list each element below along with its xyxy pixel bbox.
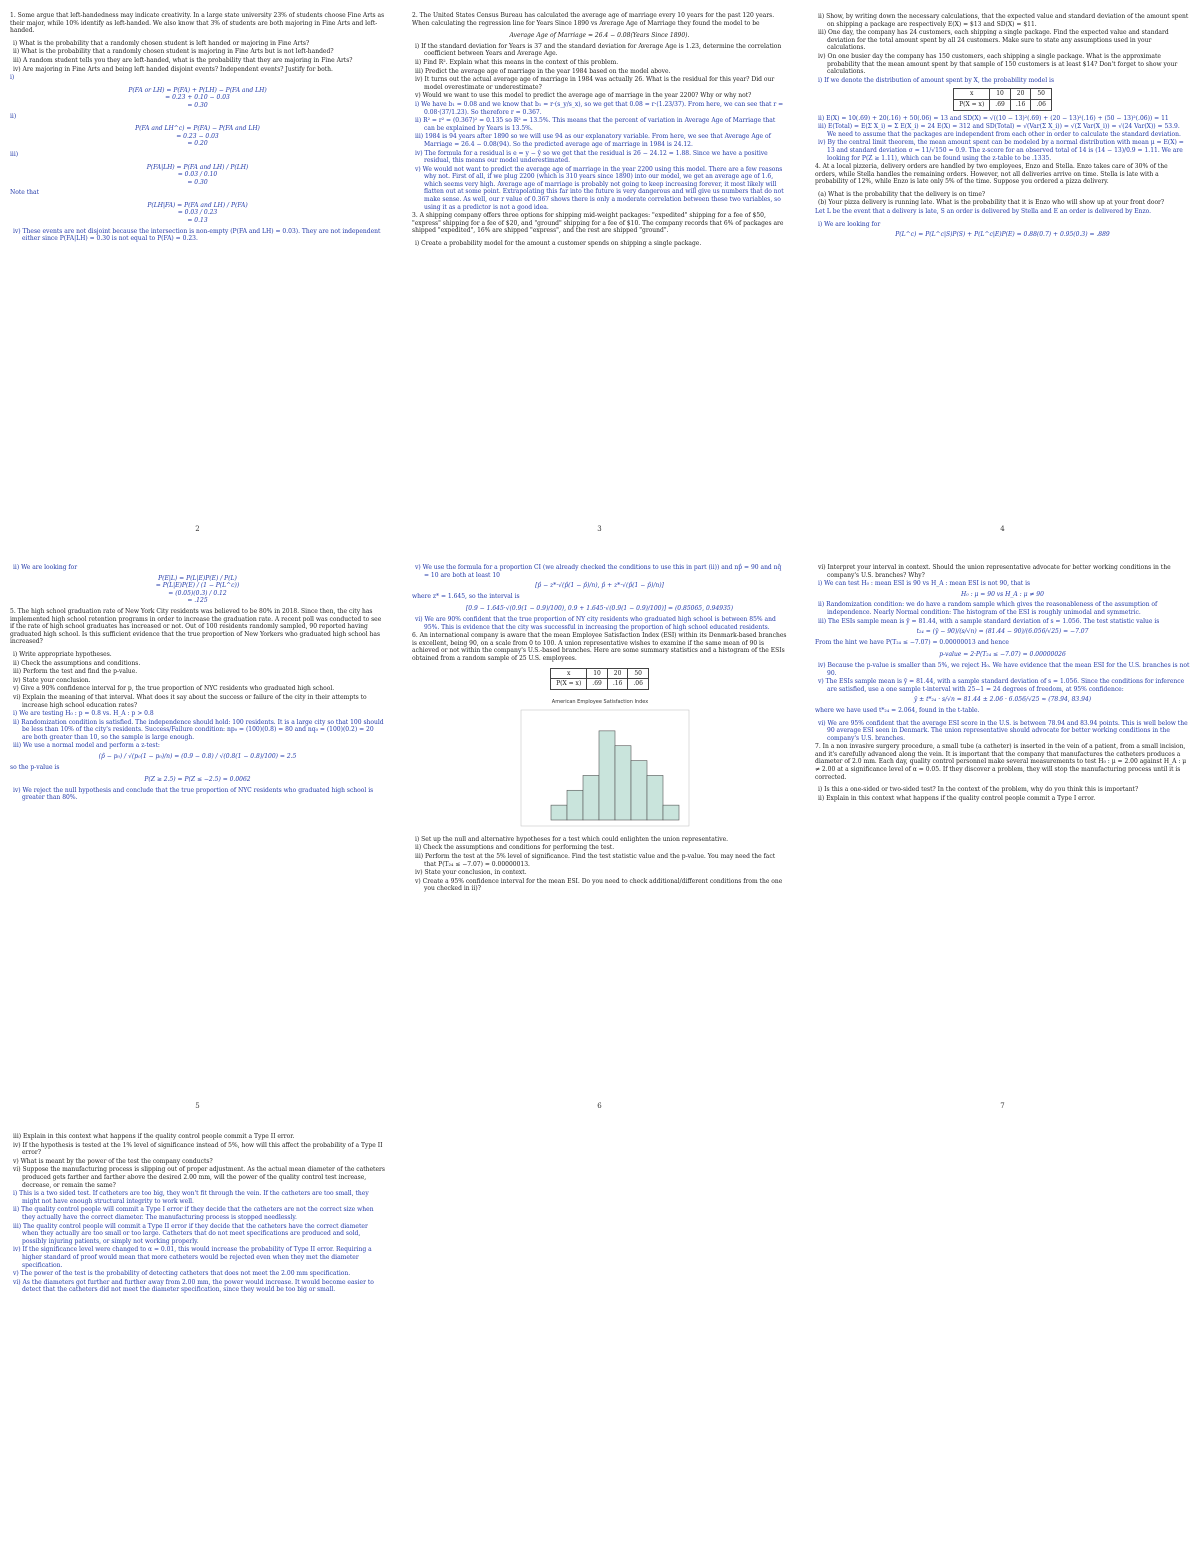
table-cell: P(X = x) <box>954 99 990 110</box>
histogram-bar <box>551 805 567 820</box>
list-item: ii) E(X) = 10(.69) + 20(.16) + 50(.06) = 13 and SD(X) = √((10 − 13)²(.69) + (20 − 13)²(.16) + (50 − 13)²(.06)) = 11 <box>818 114 1169 122</box>
table-cell: x <box>551 668 587 679</box>
list-item: vi) We are 90% confident that the true proportion of NY city residents who graduated high school is between 85% and 95%. This is evidence that the city was successful in increasing the proportion of high school educated residents. <box>415 615 776 631</box>
list-item: iii) The quality control people will commit a Type II error if they decide that the catheters have the correct diameter when they actually are too small or too large. Catheters that do not meet specifications are produced and sold, possibly injuring patients, or simply not working properly. <box>13 1222 368 1245</box>
page-content <box>815 564 1190 802</box>
list-item: iii) We use a normal model and perform a z-test: <box>13 742 160 750</box>
list-item: ii) We are looking for <box>13 564 78 571</box>
page-5 <box>10 563 385 803</box>
list-item: vi) Suppose the manufacturing process is slipping out of proper adjustment. As the actual mean diameter of the catheters produced gets farther and farther above the desired 2.00 mm, will the power of the quality control test increase, decrease, or remain the same? <box>13 1166 385 1189</box>
table-cell: x <box>954 89 990 100</box>
list-item: (a) What is the probability that the delivery is on time? <box>818 190 986 198</box>
histogram-bar <box>567 790 583 820</box>
table-cell: 50 <box>1031 89 1052 100</box>
equation: P(LH|FA) = P(FA and LH) / P(FA) = 0.03 / 0.23 = 0.13 <box>147 201 248 225</box>
list-item: i) We can test H₀ : mean ESI is 90 vs H_A : mean ESI is not 90, that is <box>818 580 1031 588</box>
paragraph: 3. A shipping company offers three options for shipping mid-weight packages: "expedited" shipping for a fee of $50, "express" shipping for a fee of $20, and "ground" shipping for a fee of $10. The company records that 6% of packages are shipped "expedited", 16% are shipped "express", and the rest are shipped "ground". <box>412 212 784 235</box>
page-number: 6 <box>597 1102 602 1110</box>
equation: P(FA and LH^c) = P(FA) − P(FA and LH) = 0.23 − 0.03 = 0.20 <box>135 125 260 148</box>
paragraph: ii) <box>10 112 17 120</box>
equation: (p̂ − p₀) / √(p₀(1 − p₀)/n) = (0.9 − 0.8) / √(0.8(1 − 0.8)/100) = 2.5 <box>98 753 297 761</box>
list-item: i) Set up the null and alternative hypotheses for a test which could enlighten the union representative. <box>415 835 729 843</box>
probability-model-table <box>953 88 1052 110</box>
paragraph: where z* = 1.645, so the interval is <box>412 592 520 600</box>
paragraph: From the hint we have P(T₂₄ ≤ −7.07) = 0.00000013 and hence <box>815 638 1009 646</box>
list-item: ii) Explain in this context what happens if the quality control people commit a Type I error. <box>818 794 1096 802</box>
table-cell: .69 <box>587 679 608 690</box>
list-item: iv) If the significance level were changed to α = 0.01, this would increase the probability of Type II error. Requiring a higher standard of proof would mean that more catheters would be rejected even when they met the diameter specification. <box>13 1246 372 1269</box>
paragraph: 4. At a local pizzeria, delivery orders are handled by two employees, Enzo and Stella. Enzo takes care of 30% of the orders, while Stella handles the remaining orders. However, not all deliveries arrive on time. Stella is late with a probability of 12%, while Enzo is late only 5% of the time. Suppose you ordered a pizza delivery. <box>815 163 1168 186</box>
page-content <box>10 12 385 243</box>
page-content <box>815 13 1190 239</box>
list-item: i) Is this a one-sided or two-sided test? In the context of the problem, why do you think this is important? <box>818 786 1139 794</box>
page-8 <box>10 1132 385 1295</box>
table-row <box>954 99 1052 110</box>
list-item: ii) Randomization condition: we do have a random sample which gives the reasonableness of the assumption of independence. Nearly Normal condition: The histogram of the ESI is roughly unimodal and symmetric. <box>818 601 1158 616</box>
list-item: v) Create a 95% confidence interval for the mean ESI. Do you need to check additional/different conditions from the one you checked in ii)? <box>415 877 783 893</box>
list-item: v) Would we want to use this model to predict the average age of marriage in the year 2200? Why or why not? <box>415 92 752 100</box>
page-content <box>412 12 787 248</box>
equation: ȳ ± t*₂₄ · s/√n = 81.44 ± 2.06 · 6.056/√25 ≈ (78.94, 83.94) <box>913 696 1092 704</box>
table-row <box>551 679 649 690</box>
list-item: iii) One day, the company has 24 customers, each shipping a single package. Find the expected value and standard deviation for the total amount spent by all 24 customers. Make sure to state any assumptions used in your calculations. <box>818 29 1169 52</box>
page-number: 2 <box>195 525 200 533</box>
list-item: iv) Are majoring in Fine Arts and being left handed disjoint events? Independent events? Justify for both. <box>13 65 333 73</box>
histogram-bar <box>583 775 599 820</box>
list-item: vi) Explain the meaning of that interval. What does it say about the success or failure of the city in their attempts to increase high school education rates? <box>13 693 367 709</box>
table-row <box>954 89 1052 100</box>
list-item: i) We have b₁ = 0.08 and we know that b₁ = r·(s_y/s_x), so we get that 0.08 = r·(1.23/37). From here, we can see that r = 0.08·(37/1.23). So therefore r = 0.367. <box>415 100 784 116</box>
list-item: iv) These events are not disjoint because the intersection is non-empty (P(FA and LH) = 0.03). They are not independent either since P(FA|LH) = 0.30 is not equal to P(FA) = 0.23. <box>13 227 381 243</box>
list-item: i) If the standard deviation for Years is 37 and the standard deviation for Average Age is 1.23, determine the correlation coefficient between Years and Average Age. <box>415 42 782 58</box>
list-item: iv) By the central limit theorem, the mean amount spent can be modeled by a normal distribution with mean μ = E(X) = 13 and standard deviation σ = 11/√150 = 0.9. The z-score for an observed total of 14 is (14 − 13)/0.9 = 1.11. We are looking for P(Z ≥ 1.11), which can be found using the z-table to be .1335. <box>818 139 1184 162</box>
list-item: v) Give a 90% confidence interval for p, the true proportion of NYC residents who graduated high school. <box>13 685 335 693</box>
page-number: 3 <box>597 525 602 533</box>
chart-title: American Employee Satisfaction Index <box>551 698 648 705</box>
esi-histogram <box>505 694 695 834</box>
histogram-bar <box>663 805 679 820</box>
table-cell: .06 <box>628 679 649 690</box>
table-cell: 20 <box>1010 89 1031 100</box>
page-3 <box>412 12 787 249</box>
table-cell: .69 <box>990 99 1011 110</box>
list-item: i) Create a probability model for the amount a customer spends on shipping a single package. <box>415 240 702 248</box>
page-number: 5 <box>195 1102 200 1110</box>
histogram-bar <box>599 731 615 820</box>
paragraph: 1. Some argue that left-handedness may indicate creativity. In a large state university 23% of students choose Fine Arts as their major, while 10% identify as left-handed. We also know that 3% of students are both majoring in Fine Arts and left-handed. <box>10 12 385 35</box>
list-item: i) What is the probability that a randomly chosen student is left handed or majoring in Fine Arts? <box>13 39 310 47</box>
page-6 <box>412 563 787 894</box>
page-content <box>412 564 787 893</box>
equation: P(FA|LH) = P(FA and LH) / P(LH) = 0.03 / 0.10 = 0.30 <box>146 163 249 186</box>
paragraph: iii) <box>10 150 19 158</box>
list-item: iv) Because the p-value is smaller than 5%, we reject H₀. We have evidence that the mean ESI for the U.S. branches is not 90. <box>818 661 1190 677</box>
list-item: ii) Check the assumptions and conditions. <box>13 659 141 667</box>
equation: Average Age of Marriage = 26.4 − 0.08(Years Since 1890). <box>509 32 690 40</box>
list-item: iv) State your conclusion. <box>13 676 91 684</box>
list-item: iv) State your conclusion, in context. <box>415 869 527 877</box>
page-4 <box>815 12 1190 242</box>
paragraph: where we have used t*₂₄ = 2.064, found in the t-table. <box>815 706 980 714</box>
list-item: iv) The formula for a residual is e = y − ŷ so we get that the residual is 26 − 24.12 = 1.88. Since we have a positive residual, this means our model underestimated. <box>415 149 768 165</box>
list-item: ii) The quality control people will commit a Type I error if they decide that the catheters are not the correct size when they actually have the correct diameter. The manufacturing process is stopped needlessly. <box>13 1206 374 1221</box>
list-item: vi) Interpret your interval in context. Should the union representative advocate for better working conditions in the company's U.S. branches? Why? <box>818 564 1171 579</box>
list-item: i) Write appropriate hypotheses. <box>13 650 112 658</box>
table-row <box>551 668 649 679</box>
page-content <box>10 564 385 802</box>
list-item: iv) It turns out the actual average age of marriage in 1984 was actually 26. What is the residual for this year? Did our model overestimate or underestimate? <box>415 76 775 91</box>
equation: P(L^c) = P(L^c|S)P(S) + P(L^c|E)P(E) = 0.88(0.7) + 0.95(0.3) = .889 <box>895 231 1110 239</box>
list-item: iv) We reject the null hypothesis and conclude that the true proportion of NYC residents who graduated high school is greater than 80%. <box>13 786 374 802</box>
table-cell: .06 <box>1031 99 1052 110</box>
list-item: i) We are testing H₀ : p = 0.8 vs. H_A : p > 0.8 <box>13 710 154 718</box>
page-7 <box>815 563 1190 803</box>
list-item: i) If we denote the distribution of amount spent by X, the probability model is <box>818 76 1055 84</box>
page-number: 4 <box>1000 525 1005 533</box>
table-cell: 10 <box>990 89 1011 100</box>
list-item: v) We use the formula for a proportion CI (we already checked the conditions to use this in part (ii)) and np̂ = 90 and nq̂ = 10 are both at least 10 <box>415 564 782 579</box>
page-2 <box>10 12 385 244</box>
list-item: iv) If the hypothesis is tested at the 1% level of significance instead of 5%, how will this affect the probability of a Type II error? <box>13 1141 383 1157</box>
list-item: v) The power of the test is the probability of detecting catheters that does not meet the 2.00 mm specification. <box>13 1270 351 1278</box>
list-item: ii) Randomization condition is satisfied. The independence should hold: 100 residents. It is a large city so that 100 should be less than 10% of the city's residents. Success/Failure condition: np₀ = (100)(0.8) = 80 and nq₀ = (100)(0.2) = 20 are both greater than 10, so the sample is large enough. <box>13 718 384 741</box>
list-item: ii) Show, by writing down the necessary calculations, that the expected value and standard deviation of the amount spent on shipping a package are respectively E(X) = $13 and SD(X) = $11. <box>818 13 1189 28</box>
equation: p-value = 2·P(T₂₄ ≤ −7.07) = 0.00000026 <box>939 651 1066 659</box>
paragraph: Note that <box>10 189 39 197</box>
table-cell: 50 <box>628 668 649 679</box>
equation: [0.9 − 1.645·√(0.9(1 − 0.9)/100), 0.9 + 1.645·√(0.9(1 − 0.9)/100)] = (0.85065, 0.94935) <box>465 605 734 613</box>
list-item: iv) On one busier day the company has 150 customers, each shipping a single package. What is the approximate probability that the mean amount spent by that sample of 150 customers is at least $14? Don't forget to show your calculations. <box>818 52 1178 76</box>
list-item: ii) Check the assumptions and conditions for performing the test. <box>415 844 615 852</box>
list-item: i) We are looking for <box>818 220 881 228</box>
list-item: (b) Your pizza delivery is running late. What is the probability that it is Enzo who will show up at your front door? <box>818 199 1165 207</box>
histogram-bar <box>647 775 663 820</box>
list-item: ii) What is the probability that a randomly chosen student is majoring in Fine Arts but is not left-handed? <box>13 48 334 56</box>
list-item: iii) Explain in this context what happens if the quality control people commit a Type II error. <box>13 1133 295 1140</box>
equation: t₂₄ = (ȳ − 90)/(s/√n) = (81.44 − 90)/(6.056/√25) = −7.07 <box>916 628 1089 636</box>
histogram-bar <box>631 760 647 819</box>
list-item: vi) As the diameters got further and further away from 2.00 mm, the power would increase. It would become easier to detect that the catheters did not meet the diameter specification, since they would be too big or small. <box>13 1278 374 1294</box>
table-cell: 10 <box>587 668 608 679</box>
paragraph: so the p-value is <box>10 763 60 771</box>
equation: P(Z ≥ 2.5) = P(Z ≤ −2.5) = 0.0062 <box>144 776 251 784</box>
list-item: v) We would not want to predict the average age of marriage in the year 2200 using this model. There are a few reasons why not. First of all, if we plug 2200 (which is 310 years since 1890) into our model, we get an average age of 1.6, which seems very high. Average age of marriage is probably not going to keep increasing forever, it most likely will flatten out at some point. Extrapolating this far into the future is very dangerous and will give us numbers that do not make sense. As well, our r value of 0.367 shows there is only a moderate correlation between these two variables, so using it as a predictor is not a good idea. <box>415 165 784 211</box>
paragraph: i) <box>10 74 15 82</box>
equation: [p̂ − z*·√(p̂(1 − p̂)/n), p̂ + z*·√(p̂(1 − p̂)/n)] <box>535 582 664 590</box>
table-cell: 20 <box>607 668 628 679</box>
page-number: 7 <box>1000 1102 1005 1110</box>
table-cell: P(X = x) <box>551 679 587 690</box>
list-item: v) What is meant by the power of the test the company conducts? <box>13 1157 213 1165</box>
list-item: vi) We are 95% confident that the average ESI score in the U.S. is between 78.94 and 83.94 points. This is well below the 90 average ESI seen in Denmark. The union representative should advocate for better working conditions in the company's U.S. branches. <box>818 719 1188 742</box>
equation: H₀ : μ = 90 vs H_A : μ ≠ 90 <box>961 590 1044 598</box>
list-item: iii) E(Total) = E(Σ X_i) = Σ E(X_i) = 24 E(X) = 312 and SD(Total) = √(Var(Σ X_i)) = √(Σ Var(X_i)) = √(24 Var(X)) = 53.9. We need to assume that the packages are independent from each other in order to calculate the standard deviation. <box>818 123 1181 138</box>
list-item: ii) R² = r² = (0.367)² = 0.135 so R² = 13.5%. This means that the percent of variation in Average Age of Marriage that can be explained by Years is 13.5%. <box>415 117 776 132</box>
list-item: iii) A random student tells you they are left-handed, what is the probability that they are majoring in Fine Arts? <box>13 56 353 64</box>
paragraph: 7. In a non invasive surgery procedure, a small tube (a catheter) is inserted in the vein of a patient, from a small incision, and it's carefully advanced along the vein. It is important that the company that manufactures the catheters produces a diameter of 2.0 mm. Each day, quality control personnel make several measurements to test H₀ : μ = 2.00 against H_A : μ ≠ 2.00 at a significance level of α = 0.05. If they discover a problem, they will stop the manufacturing process until it is corrected. <box>815 743 1187 781</box>
probability-model-table <box>550 668 649 690</box>
table-cell: .16 <box>607 679 628 690</box>
list-item: iii) 1984 is 94 years after 1890 so we will use 94 as our explanatory variable. From here, we see that Average Age of Marriage = 26.4 − 0.08(94). So the predicted average age of marriage in 1984 is 24.12. <box>415 133 771 148</box>
list-item: v) The ESIs sample mean is ȳ = 81.44, with a sample standard deviation of s = 1.056. Since the conditions for inference are satisfied, use a one sample t-interval with 25−1 = 24 degrees of freedom, at 95% confidence: <box>818 678 1185 693</box>
equation: P(FA or LH) = P(FA) + P(LH) − P(FA and LH) = 0.23 + 0.10 − 0.03 = 0.30 <box>128 86 267 109</box>
table-cell: .16 <box>1010 99 1031 110</box>
list-item: iii) The ESIs sample mean is ȳ = 81.44, with a sample standard deviation of s = 1.056. The test statistic value is <box>818 617 1160 625</box>
list-item: iii) Predict the average age of marriage in the year 1984 based on the model above. <box>415 67 671 75</box>
paragraph: Let L be the event that a delivery is late, S an order is delivered by Stella and E an order is delivered by Enzo. <box>815 208 1152 216</box>
page-content <box>10 1133 385 1294</box>
equation: P(E|L) = P(L|E)P(E) / P(L) = P(L|E)P(E) / (1 − P(L^c)) = (0.05)(0.3) / 0.12 = .125 <box>155 574 240 605</box>
paragraph: 6. An international company is aware that the mean Employee Satisfaction Index (ESI) within its Denmark-based branches is excellent, being 90, on a scale from 0 to 100. A union representative wishes to examine if the same mean of 90 is achieved or not within the company's U.S.-based branches. Here are some summary statistics and a histogram of the ESIs obtained from a random sample of 25 U.S. employees. <box>412 632 787 662</box>
histogram-bar <box>615 745 631 819</box>
list-item: iii) Perform the test at the 5% level of significance. Find the test statistic value and the p-value. You may need the fact that P(T₂₄ ≤ −7.07) = 0.00000013. <box>415 852 776 868</box>
list-item: iii) Perform the test and find the p-value. <box>13 668 138 676</box>
list-item: i) This is a two sided test. If catheters are too big, they won't fit through the vein. If the catheters are too small, they might not have enough structural integrity to work well. <box>13 1190 369 1205</box>
paragraph: 5. The high school graduation rate of New York City residents was believed to be 80% in 2018. Since then, the city has implemented high school retention programs in order to increase the graduation rate. A recent poll was conducted to see if the rate of high school graduates has increased or not. Out of 100 residents randomly sampled, 90 reported having graduated high school. Is this sufficient evidence that the true proportion of New Yorkers who graduated high school has increased? <box>10 607 382 646</box>
list-item: ii) Find R². Explain what this means in the context of this problem. <box>415 58 619 66</box>
paragraph: 2. The United States Census Bureau has calculated the average age of marriage every 10 years for the past 120 years. When calculating the regression line for Years Since 1890 vs Average Age of Marriage they found the model to be <box>412 12 775 27</box>
